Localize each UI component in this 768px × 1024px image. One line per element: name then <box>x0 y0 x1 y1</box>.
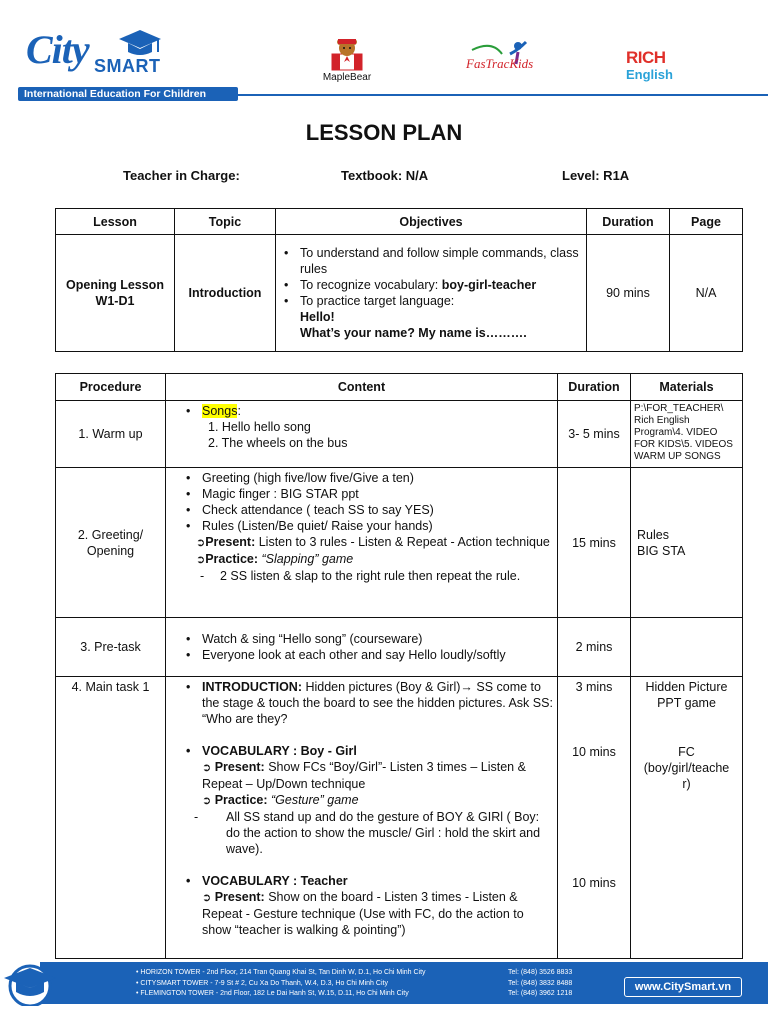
procedure-cell: 3. Pre-task <box>56 618 166 677</box>
col-header-page: Page <box>670 209 743 235</box>
objective-item: • To recognize vocabulary: boy-girl-teacher <box>276 277 580 293</box>
bear-flag-icon <box>312 38 382 72</box>
col-header-materials: Materials <box>631 374 743 401</box>
fastrackids-logo <box>462 40 542 80</box>
lesson-table <box>55 208 743 352</box>
col-header-topic: Topic <box>175 209 276 235</box>
procedure-table <box>55 373 743 959</box>
maplebear-logo <box>312 38 382 86</box>
practice-step: ➲Practice: “Slapping” game <box>196 552 354 566</box>
teacher-in-charge-label: Teacher in Charge: <box>123 168 240 183</box>
table-row-main-task <box>56 677 743 959</box>
footer-phone: Tel: (848) 3962 1218 <box>508 990 573 997</box>
list-item: • Check attendance ( teach SS to say YES) <box>178 502 553 518</box>
objective-item: • To practice target language: Hello! What’s your name? My name is………. <box>276 293 580 341</box>
present-step: ➲ Present: Show FCs “Boy/Girl”- Listen 3 times – Listen & Repeat – Up/Down technique <box>202 760 526 791</box>
content-cell <box>166 468 558 618</box>
materials-cell: P:\FOR_TEACHER\ Rich English Program\4. VIDEO FOR KIDS\5. VIDEOS WARM UP SONGS <box>631 401 743 468</box>
content-cell <box>166 677 558 959</box>
footer-phone: Tel: (848) 3832 8488 <box>508 979 573 987</box>
duration-cell: 15 mins <box>558 468 631 618</box>
materials-cell <box>631 618 743 677</box>
list-item: • Rules (Listen/Be quiet/ Raise your hands) <box>178 518 553 534</box>
present-step: ➲Present: Listen to 3 rules - Listen & Repeat - Action technique <box>196 535 550 549</box>
footer-phones <box>508 968 572 1000</box>
materials-cell: Hidden Picture PPT game FC (boy/girl/teache r) <box>631 677 743 959</box>
objective-item: • To understand and follow simple commands, class rules <box>276 245 580 277</box>
song-item: 1. Hello hello song <box>208 420 311 434</box>
practice-step: ➲ Practice: “Gesture” game <box>202 793 359 807</box>
footer-address: • HORIZON TOWER - 2nd Floor, 214 Tran Quang Khai St, Tan Dinh W, D.1, Ho Chi Minh City <box>136 969 426 976</box>
website-link[interactable]: www.CitySmart.vn <box>624 977 742 997</box>
page-cell: N/A <box>670 235 743 352</box>
col-header-lesson: Lesson <box>56 209 175 235</box>
list-item: • INTRODUCTION: Hidden pictures (Boy & Girl)→ SS come to the stage & touch the board to see the hidden pictures. Ask SS: “Who are they? <box>178 679 553 727</box>
textbook-label: Textbook: N/A <box>341 168 429 183</box>
duration-cell: 3- 5 mins <box>558 401 631 468</box>
footer-addresses <box>136 968 426 1000</box>
graduation-cap-icon <box>0 960 90 1006</box>
maplebear-logo-text: MapleBear <box>322 72 372 83</box>
song-item: 2. The wheels on the bus <box>208 436 348 450</box>
objectives-cell <box>276 235 587 352</box>
page-title: LESSON PLAN <box>305 120 463 145</box>
procedure-cell: 1. Warm up <box>56 401 166 468</box>
fastrackids-logo-text: FasTracKids <box>466 56 534 71</box>
procedure-cell: 4. Main task 1 <box>56 677 166 959</box>
lesson-table-header <box>56 209 743 235</box>
rich-english-logo <box>624 46 684 86</box>
topic-cell: Introduction <box>175 235 276 352</box>
citysmart-logo <box>24 26 184 88</box>
footer-phone: Tel: (848) 3526 8833 <box>508 969 573 976</box>
content-cell <box>166 401 558 468</box>
list-item: • Magic finger : BIG STAR ppt <box>178 486 553 502</box>
header-divider <box>236 94 768 96</box>
practice-detail: - All SS stand up and do the gesture of BOY & GIRl ( Boy: do the action to show the muscle/ Girl : hold the skirt and wave). <box>166 809 553 857</box>
table-row-warm-up <box>56 401 743 468</box>
lesson-cell <box>56 235 175 352</box>
level-label: Level: R1A <box>562 168 630 183</box>
list-item: • VOCABULARY : Boy - Girl <box>178 743 553 759</box>
content-cell <box>166 618 558 677</box>
list-item: • Watch & sing “Hello song” (courseware) <box>178 631 557 647</box>
rich-english-logo-english: English <box>626 67 673 82</box>
citysmart-logo-smart: SMART <box>94 56 161 76</box>
procedure-table-header <box>56 374 743 401</box>
practice-detail: - 2 SS listen & slap to the right rule then repeat the rule. <box>172 568 553 584</box>
col-header-duration: Duration <box>587 209 670 235</box>
procedure-cell: 2. Greeting/ Opening <box>56 468 166 618</box>
page-header <box>0 0 768 104</box>
duration-cell: 90 mins <box>587 235 670 352</box>
list-item: • VOCABULARY : Teacher <box>178 873 553 889</box>
duration-cell: 2 mins <box>558 618 631 677</box>
present-step: ➲ Present: Show on the board - Listen 3 times - Listen & Repeat - Gesture technique (Use with FC, do the action to show “teacher is walking & pointing”) <box>202 890 524 937</box>
lesson-name: Opening Lesson <box>66 278 164 292</box>
col-header-content: Content <box>166 374 558 401</box>
list-item: • Songs: <box>178 403 557 419</box>
lesson-code: W1-D1 <box>95 294 135 308</box>
rich-english-logo-rich: RICH <box>626 48 666 67</box>
footer-address: • FLEMINGTON TOWER - 2nd Floor, 182 Le Dai Hanh St, W.15, D.11, Ho Chi Minh City <box>136 990 409 997</box>
col-header-duration: Duration <box>558 374 631 401</box>
duration-cell: 3 mins 10 mins 10 mins <box>558 677 631 959</box>
citysmart-logo-city: City <box>26 27 89 72</box>
list-item: • Everyone look at each other and say Hello loudly/softly <box>178 647 557 663</box>
table-row-pre-task <box>56 618 743 677</box>
materials-cell: Rules BIG STA <box>631 468 743 618</box>
col-header-procedure: Procedure <box>56 374 166 401</box>
tagline: International Education For Children <box>24 88 207 100</box>
col-header-objectives: Objectives <box>276 209 587 235</box>
lesson-table-row <box>56 235 743 352</box>
list-item: • Greeting (high five/low five/Give a ten) <box>178 470 553 486</box>
footer-address: • CITYSMART TOWER - 7-9 St # 2, Cu Xa Do Thanh, W.4, D.3, Ho Chi Minh City <box>136 979 388 987</box>
table-row-greeting <box>56 468 743 618</box>
